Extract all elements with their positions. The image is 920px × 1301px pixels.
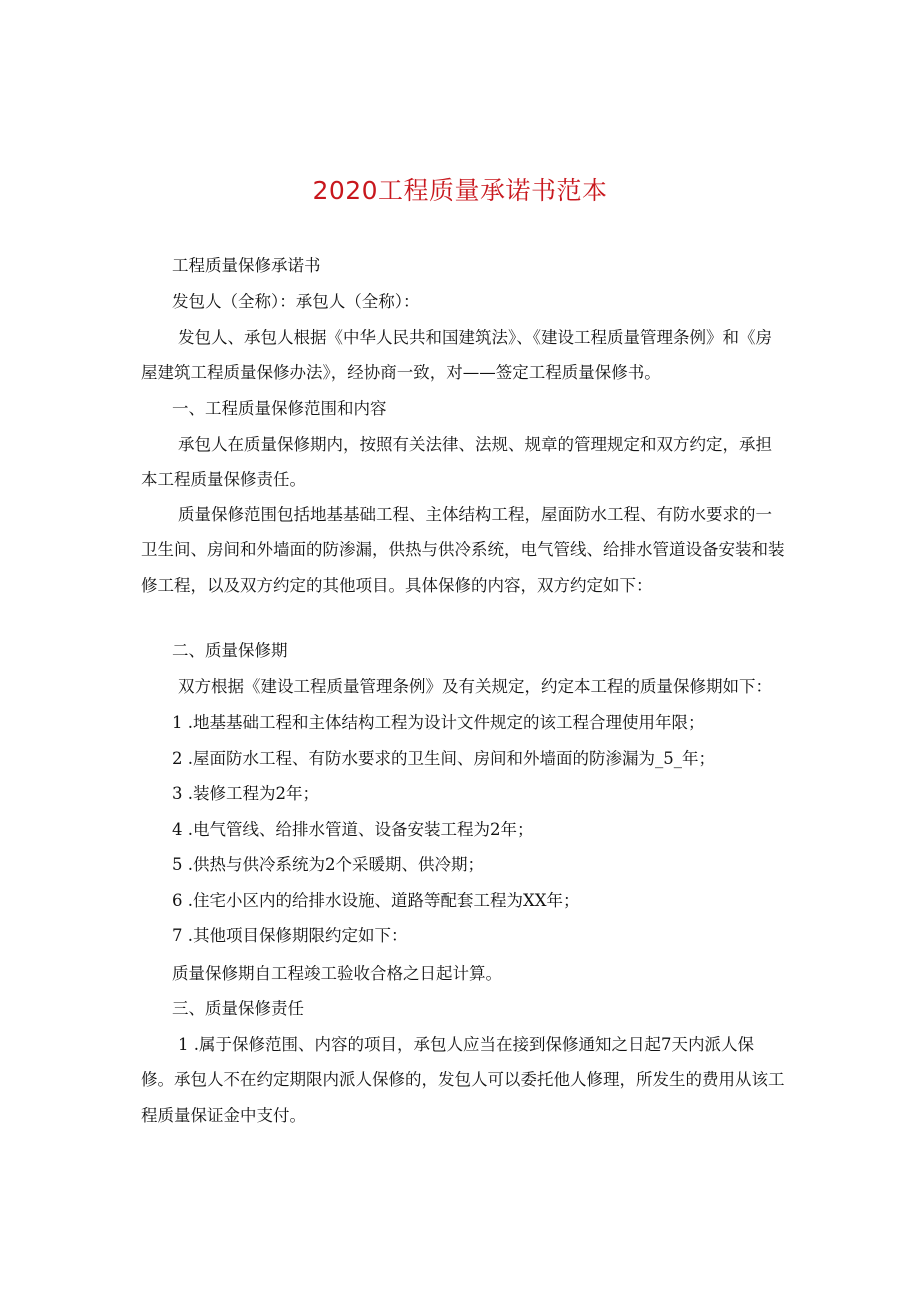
- list-item: 7 .其他项目保修期限约定如下：: [172, 926, 408, 945]
- intro-line-1: 发包人、承包人根据《中华人民共和国建筑法》、《建设工程质量管理条例》和《房: [178, 328, 772, 347]
- responsibility-line-2: 修。承包人不在约定期限内派人保修的，发包人可以委托他人修理，所发生的费用从该工: [141, 1070, 785, 1089]
- list-item: 1 .地基基础工程和主体结构工程为设计文件规定的该工程合理使用年限；: [172, 713, 705, 732]
- intro-line-2: 屋建筑工程质量保修办法》，经协商一致，对——签定工程质量保修书。: [141, 363, 661, 382]
- list-item: 6 .住宅小区内的给排水设施、道路等配套工程为XX年；: [172, 890, 580, 910]
- list-item: 3 .装修工程为2年；: [172, 784, 319, 803]
- scope-line-2: 本工程质量保修责任。: [141, 470, 306, 489]
- coverage-line-1: 质量保修范围包括地基基础工程、主体结构工程，屋面防水工程、有防水要求的一: [178, 505, 772, 524]
- parties-paragraph: 发包人（全称）：承包人（全称）：: [172, 292, 420, 311]
- period-start-paragraph: 质量保修期自工程竣工验收合格之日起计算。: [172, 964, 502, 983]
- intro-paragraph: [178, 320, 772, 356]
- scope-paragraph: [178, 427, 772, 463]
- responsibility-paragraph: [178, 1027, 754, 1063]
- responsibility-line-1: 1 .属于保修范围、内容的项目，承包人应当在接到保修通知之日起7天内派人保: [178, 1035, 754, 1054]
- intro-paragraph-cont: [141, 355, 661, 391]
- list-item: 2 .屋面防水工程、有防水要求的卫生间、房间和外墙面的防渗漏为_5_年；: [172, 748, 715, 768]
- period-list: [172, 705, 715, 954]
- responsibility-line-3: 程质量保证金中支付。: [141, 1105, 306, 1125]
- coverage-line-3: 修工程，以及双方约定的其他项目。具体保修的内容，双方约定如下：: [141, 575, 653, 595]
- coverage-paragraph: [178, 497, 772, 533]
- section-heading-3: 三、质量保修责任: [172, 999, 304, 1018]
- document-title: 2020工程质量承诺书范本: [312, 176, 608, 205]
- scope-paragraph-cont: [141, 462, 306, 498]
- list-item: 4 .电气管线、给排水管道、设备安装工程为2年；: [172, 819, 534, 839]
- responsibility-paragraph-cont: [141, 1062, 785, 1133]
- section-heading-2: 二、质量保修期: [172, 641, 288, 660]
- period-intro-paragraph: 双方根据《建设工程质量管理条例》及有关规定，约定本工程的质量保修期如下：: [178, 677, 772, 696]
- section-heading-1: 一、工程质量保修范围和内容: [172, 399, 387, 418]
- coverage-paragraph-cont: [141, 532, 785, 603]
- scope-line-1: 承包人在质量保修期内，按照有关法律、法规、规章的管理规定和双方约定，承担: [178, 435, 772, 454]
- list-item: 5 .供热与供冷系统为2个采暖期、供冷期；: [172, 855, 484, 874]
- subtitle-paragraph: 工程质量保修承诺书: [172, 256, 321, 275]
- coverage-line-2: 卫生间、房间和外墙面的防渗漏，供热与供冷系统，电气管线、给排水管道设备安装和装: [141, 540, 785, 559]
